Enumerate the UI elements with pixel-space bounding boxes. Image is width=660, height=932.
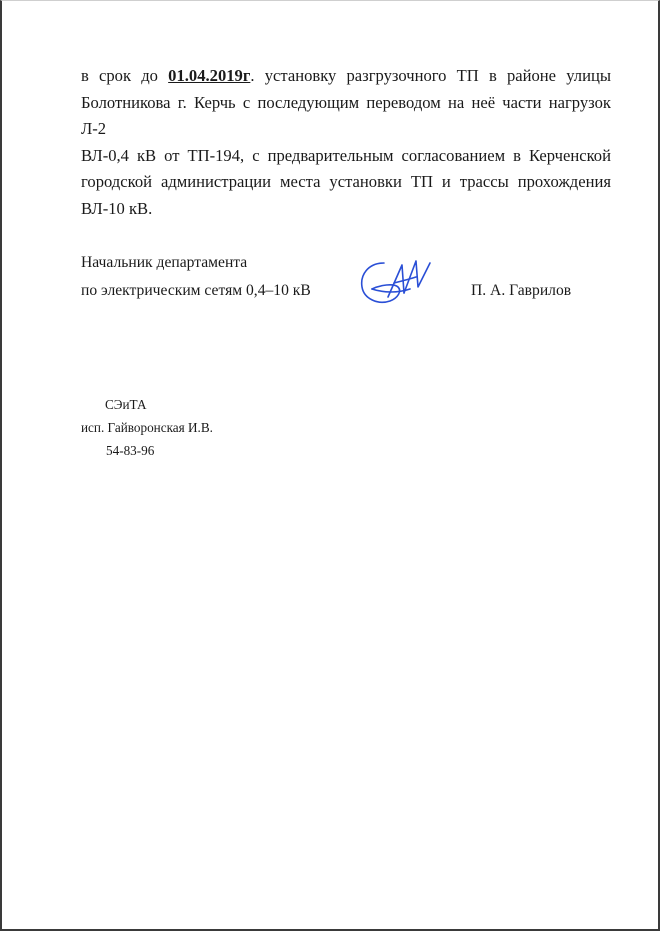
signer-name: П. А. Гаврилов [471, 282, 572, 299]
executor-phone: 54-83-96 [106, 443, 155, 458]
body-line-2: Болотникова г. Керчь с последующим переводом на неё части нагрузок Л-2 [81, 92, 611, 139]
signatory-title-line-2: по электрическим сетям 0,4–10 кВ [81, 282, 311, 299]
body-line-5: ВЛ-10 кВ. [81, 198, 153, 218]
body-line-1: в срок до 01.04.2019г. установку разгрузочного ТП в районе улицы [81, 66, 611, 85]
body-paragraph [81, 63, 611, 223]
signatory-title-line-1: Начальник департамента [81, 254, 248, 271]
signatory-title [81, 249, 311, 305]
body-line-4: городской администрации места установки ТП и трассы прохождения [81, 172, 611, 192]
deadline-date: 01.04.2019г [168, 66, 251, 85]
executor-name: исп. Гайворонская И.В. [81, 420, 213, 435]
body-line-3: ВЛ-0,4 кВ от ТП-194, с предварительным согласованием в Керченской [81, 145, 611, 165]
department-code: СЭиТА [105, 397, 147, 412]
handwritten-signature [354, 253, 436, 313]
